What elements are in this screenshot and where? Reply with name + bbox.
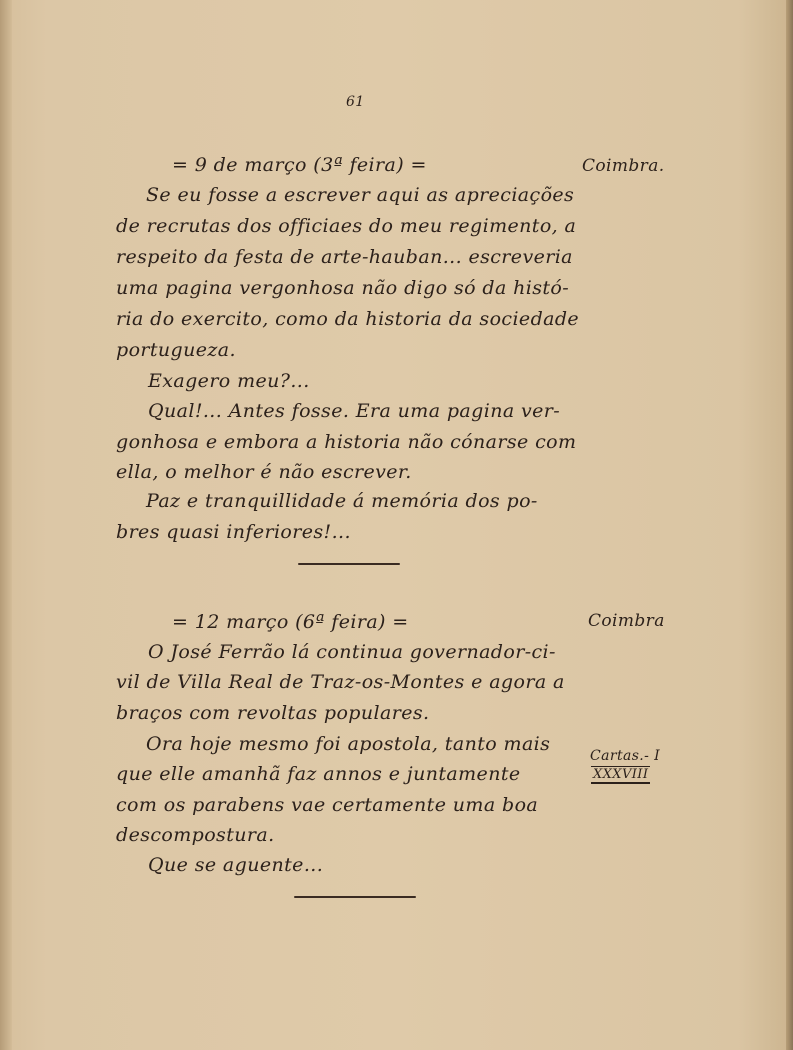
entry-line: de recrutas dos officiaes do meu regimento, a xyxy=(116,215,577,237)
entry-line: Paz e tranquillidade á memória dos po- xyxy=(146,490,538,512)
page-binding xyxy=(0,0,12,1050)
entry-line: ella, o melhor é não escrever. xyxy=(116,461,412,483)
entry-line: Exagero meu?... xyxy=(148,370,310,392)
entry-line: com os parabens vae certamente uma boa xyxy=(116,794,539,816)
margin-note-reference: XXXVIII xyxy=(593,767,649,782)
entry-line: bres quasi inferiores!... xyxy=(116,521,351,543)
entry-line: descompostura. xyxy=(116,824,275,846)
entry-place: Coimbra xyxy=(588,611,665,631)
entry-line: uma pagina vergonhosa não digo só da histó- xyxy=(116,277,570,299)
entry-place: Coimbra. xyxy=(582,156,665,176)
entry-line: Se eu fosse a escrever aqui as apreciações xyxy=(146,184,575,206)
section-divider xyxy=(298,563,400,565)
entry-line: braços com revoltas populares. xyxy=(116,702,430,724)
section-divider xyxy=(294,896,416,898)
entry-line: que elle amanhã faz annos e juntamente xyxy=(116,763,521,785)
entry-line: O José Ferrão lá continua governador-ci- xyxy=(148,641,556,663)
page-edge xyxy=(786,0,793,1050)
entry-date: = 12 março (6ª feira) = xyxy=(172,611,409,633)
page-number: 61 xyxy=(346,94,365,110)
entry-line: gonhosa e embora a historia não cónarse com xyxy=(116,431,577,453)
entry-line: respeito da festa de arte-hauban... escreveria xyxy=(116,246,573,268)
margin-note: Cartas.- I xyxy=(590,748,661,764)
entry-line: Ora hoje mesmo foi apostola, tanto mais xyxy=(146,733,551,755)
entry-line: ria do exercito, como da historia da sociedade xyxy=(116,308,580,330)
entry-line: Que se aguente... xyxy=(148,854,324,876)
entry-line: portugueza. xyxy=(116,339,236,361)
entry-date: = 9 de março (3ª feira) = xyxy=(172,154,427,176)
entry-line: vil de Villa Real de Traz-os-Montes e agora a xyxy=(116,671,565,693)
entry-line: Qual!... Antes fosse. Era uma pagina ver- xyxy=(148,400,561,422)
